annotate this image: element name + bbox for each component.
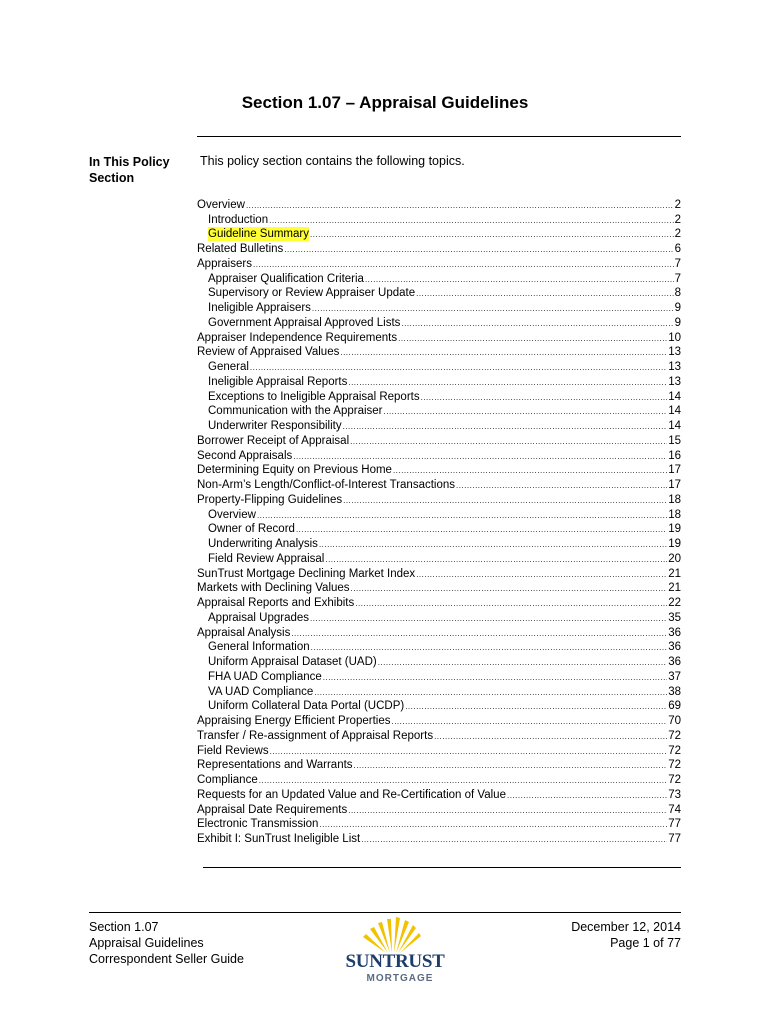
toc-entry-title[interactable]: Overview — [197, 198, 245, 211]
toc-entry-page[interactable]: 2 — [674, 213, 681, 226]
toc-dot-leader — [310, 613, 667, 625]
toc-entry-page[interactable]: 70 — [668, 715, 681, 727]
toc-entry[interactable] — [197, 551, 681, 566]
toc-entry[interactable] — [197, 728, 681, 743]
toc-entry-title[interactable]: Appraisal Date Requirements — [197, 803, 348, 816]
toc-dot-leader — [293, 451, 667, 463]
toc-dot-leader — [319, 819, 667, 831]
toc-entry[interactable] — [197, 330, 681, 345]
toc-entry[interactable] — [197, 713, 681, 728]
toc-entry-title[interactable]: FHA UAD Compliance — [208, 670, 322, 683]
toc-entry[interactable] — [197, 315, 681, 330]
toc-dot-leader — [250, 362, 667, 374]
toc-dot-leader — [325, 554, 667, 566]
toc-entry[interactable] — [197, 817, 681, 832]
toc-dot-leader — [291, 628, 667, 640]
toc-dot-leader — [310, 229, 674, 241]
toc-entry-page[interactable]: 77 — [668, 818, 681, 831]
toc-dot-leader — [434, 731, 667, 743]
footer-date: December 12, 2014 — [571, 920, 681, 934]
toc-entry-page[interactable]: 2 — [674, 228, 681, 241]
toc-entry-page[interactable]: 17 — [668, 464, 681, 477]
toc-dot-leader — [416, 288, 673, 300]
toc-dot-leader — [354, 760, 668, 772]
toc-entry-title[interactable]: Field Review Appraisal — [208, 552, 325, 565]
toc-list — [197, 197, 681, 846]
toc-entry-title[interactable]: Property-Flipping Guidelines — [197, 493, 343, 506]
toc-entry-title[interactable]: Markets with Declining Values — [197, 582, 350, 595]
footer-page-number: Page 1 of 77 — [610, 936, 681, 950]
toc-entry-page[interactable]: 37 — [668, 670, 681, 683]
toc-entry-page[interactable]: 19 — [668, 538, 681, 550]
toc-entry[interactable] — [197, 802, 681, 817]
toc-entry-title[interactable]: Uniform Appraisal Dataset (UAD) — [208, 656, 377, 668]
toc-entry[interactable] — [197, 625, 681, 640]
toc-entry-title[interactable]: General — [208, 361, 249, 373]
toc-entry-title[interactable]: Related Bulletins — [197, 243, 284, 255]
toc-dot-leader — [259, 775, 667, 787]
toc-dot-leader — [296, 524, 667, 536]
toc-entry-page[interactable]: 36 — [668, 641, 681, 654]
toc-entry-title[interactable]: Appraisers — [197, 257, 252, 270]
toc-entry-page[interactable]: 14 — [668, 405, 681, 418]
toc-entry[interactable] — [197, 300, 681, 315]
toc-entry-page[interactable]: 17 — [668, 479, 681, 491]
toc-entry[interactable] — [197, 477, 681, 492]
toc-entry-page[interactable]: 22 — [668, 597, 681, 609]
toc-entry[interactable] — [197, 787, 681, 802]
toc-entry-page[interactable]: 72 — [668, 759, 681, 772]
toc-dot-leader — [378, 657, 667, 669]
toc-entry[interactable] — [197, 595, 681, 610]
toc-entry-title[interactable]: Overview — [208, 508, 256, 521]
toc-dot-leader — [284, 244, 673, 256]
toc-entry[interactable] — [197, 743, 681, 758]
toc-entry-title[interactable]: Underwriter Responsibility — [208, 420, 342, 432]
toc-entry-page[interactable]: 7 — [674, 257, 681, 270]
toc-entry-page[interactable]: 72 — [668, 729, 681, 742]
footer-guide-name: Correspondent Seller Guide — [89, 952, 244, 966]
toc-entry-title[interactable]: Underwriting Analysis — [208, 538, 318, 550]
toc-entry-title[interactable]: VA UAD Compliance — [208, 685, 314, 698]
toc-entry[interactable] — [197, 831, 681, 846]
toc-entry-title[interactable]: Transfer / Re-assignment of Appraisal Reports — [197, 729, 434, 742]
footer-right — [571, 919, 681, 951]
toc-entry-title[interactable]: Appraisal Analysis — [197, 626, 291, 639]
toc-entry-title[interactable]: Appraisal Upgrades — [208, 611, 310, 624]
toc-entry-title[interactable]: Owner of Record — [208, 523, 295, 536]
toc-entry-title[interactable]: Guideline Summary — [208, 228, 309, 241]
toc-entry-page[interactable]: 13 — [668, 361, 681, 373]
toc-entry-title[interactable]: Ineligible Appraisers — [208, 302, 311, 314]
toc-dot-leader — [365, 274, 674, 286]
title-divider — [197, 136, 681, 137]
toc-entry-title[interactable]: Borrower Receipt of Appraisal — [197, 434, 350, 447]
toc-entry-page[interactable]: 2 — [674, 198, 681, 211]
toc-dot-leader — [343, 495, 667, 507]
toc-dot-leader — [384, 406, 668, 418]
logo-subtitle: MORTGAGE — [366, 973, 434, 984]
toc-entry-title[interactable]: Ineligible Appraisal Reports — [208, 375, 348, 388]
toc-entry-page[interactable]: 13 — [668, 346, 681, 359]
toc-entry-page[interactable]: 14 — [668, 390, 681, 403]
toc-dot-leader — [507, 790, 667, 802]
toc-entry-title[interactable]: Determining Equity on Previous Home — [197, 464, 392, 477]
toc-entry-page[interactable]: 21 — [668, 582, 681, 595]
toc-entry-title[interactable]: Electronic Transmission — [197, 818, 319, 831]
toc-entry-title[interactable]: Introduction — [208, 213, 269, 226]
toc-entry-title[interactable]: Requests for an Updated Value and Re-Certification of Value — [197, 788, 506, 801]
toc-entry[interactable] — [197, 581, 681, 596]
intro-text: This policy section contains the following topics. — [200, 154, 465, 168]
footer-section-name: Appraisal Guidelines — [89, 936, 204, 950]
footer-left — [89, 919, 244, 967]
toc-entry-page[interactable]: 72 — [668, 774, 681, 786]
toc-entry[interactable] — [197, 684, 681, 699]
toc-dot-leader — [348, 377, 667, 389]
toc-entry-title[interactable]: Compliance — [197, 774, 258, 786]
toc-dot-leader — [253, 259, 674, 271]
toc-dot-leader — [351, 583, 668, 595]
toc-dot-leader — [311, 642, 668, 654]
toc-dot-leader — [269, 215, 673, 227]
toc-entry[interactable] — [197, 418, 681, 433]
toc-dot-leader — [355, 598, 667, 610]
toc-entry-title[interactable]: Government Appraisal Approved Lists — [208, 316, 401, 329]
side-label-line2: Section — [89, 171, 135, 185]
toc-entry-page[interactable]: 19 — [668, 523, 681, 536]
toc-entry[interactable] — [197, 522, 681, 537]
toc-entry-page[interactable]: 7 — [674, 272, 681, 285]
toc-dot-leader — [421, 392, 668, 404]
toc-dot-leader — [343, 421, 668, 433]
toc-entry[interactable] — [197, 669, 681, 684]
toc-entry-page[interactable]: 20 — [668, 552, 681, 565]
toc-entry-page[interactable]: 16 — [668, 449, 681, 462]
toc-entry-title[interactable]: Exhibit I: SunTrust Ineligible List — [197, 833, 361, 845]
toc-entry-page[interactable]: 10 — [668, 331, 681, 344]
toc-entry-page[interactable]: 73 — [668, 788, 681, 801]
toc-dot-leader — [416, 569, 667, 581]
toc-entry[interactable] — [197, 699, 681, 714]
toc-entry-page[interactable]: 18 — [668, 508, 681, 521]
toc-dot-leader — [401, 318, 673, 330]
toc-entry-title[interactable]: Appraiser Qualification Criteria — [208, 272, 364, 285]
toc-entry[interactable] — [197, 610, 681, 625]
toc-dot-leader — [340, 347, 667, 359]
toc-entry-page[interactable]: 15 — [668, 434, 681, 447]
toc-entry-page[interactable]: 77 — [668, 833, 681, 845]
toc-entry-title[interactable]: Communication with the Appraiser — [208, 405, 383, 418]
toc-entry-page[interactable]: 38 — [668, 685, 681, 698]
toc-entry-page[interactable]: 36 — [668, 626, 681, 639]
toc-entry-page[interactable]: 69 — [668, 700, 681, 713]
toc-entry[interactable] — [197, 448, 681, 463]
toc-entry[interactable] — [197, 566, 681, 581]
toc-dot-leader — [323, 672, 667, 684]
toc-entry-title[interactable]: Representations and Warrants — [197, 759, 353, 772]
toc-entry[interactable] — [197, 654, 681, 669]
toc-entry-title[interactable]: General Information — [208, 641, 310, 654]
toc-entry-page[interactable]: 21 — [668, 567, 681, 580]
toc-dot-leader — [391, 716, 667, 728]
toc-entry-page[interactable]: 9 — [674, 302, 681, 314]
toc-dot-leader — [246, 200, 674, 212]
toc-entry-page[interactable]: 9 — [674, 316, 681, 329]
toc-entry-page[interactable]: 14 — [668, 420, 681, 432]
toc-entry[interactable] — [197, 197, 681, 212]
toc-entry[interactable] — [197, 389, 681, 404]
toc-dot-leader — [398, 333, 667, 345]
toc-entry-title[interactable]: Uniform Collateral Data Portal (UCDP) — [208, 700, 405, 713]
toc-dot-leader — [405, 701, 667, 713]
toc-entry-page[interactable]: 74 — [668, 803, 681, 816]
toc-entry[interactable] — [197, 772, 681, 787]
sun-rays-icon — [330, 915, 460, 955]
toc-entry[interactable] — [197, 241, 681, 256]
logo-wordmark: SUNTRUST — [345, 951, 445, 972]
toc-entry[interactable] — [197, 271, 681, 286]
toc-dot-leader — [270, 746, 668, 758]
toc-bottom-divider — [203, 867, 681, 868]
toc-entry-page[interactable]: 6 — [674, 243, 681, 255]
side-label — [89, 154, 189, 186]
toc-entry[interactable] — [197, 433, 681, 448]
toc-entry-title[interactable]: Supervisory or Review Appraiser Update — [208, 287, 416, 300]
toc-entry[interactable] — [197, 359, 681, 374]
toc-entry[interactable] — [197, 256, 681, 271]
suntrust-logo — [330, 915, 460, 987]
toc-entry[interactable] — [197, 463, 681, 478]
toc-dot-leader — [319, 539, 667, 551]
toc-entry[interactable] — [197, 758, 681, 773]
toc-entry[interactable] — [197, 286, 681, 301]
toc-entry[interactable] — [197, 345, 681, 360]
footer-divider — [89, 912, 681, 913]
toc-dot-leader — [393, 465, 667, 477]
toc-entry-title[interactable]: Appraiser Independence Requirements — [197, 331, 398, 344]
toc-entry[interactable] — [197, 212, 681, 227]
toc-entry[interactable] — [197, 374, 681, 389]
toc-entry-title[interactable]: Review of Appraised Values — [197, 346, 340, 359]
toc-dot-leader — [456, 480, 667, 492]
toc-entry-title[interactable]: Non-Arm’s Length/Conflict-of-Interest Transactions — [197, 479, 456, 491]
toc-dot-leader — [361, 834, 667, 846]
toc-entry-title[interactable]: Second Appraisals — [197, 449, 293, 462]
page-title: Section 1.07 – Appraisal Guidelines — [241, 93, 529, 112]
footer-section: Section 1.07 — [89, 920, 159, 934]
side-label-line1: In This Policy — [89, 155, 170, 169]
toc-dot-leader — [314, 687, 667, 699]
toc-entry-title[interactable]: Field Reviews — [197, 744, 269, 757]
toc-entry-title[interactable]: Exceptions to Ineligible Appraisal Reports — [208, 390, 420, 403]
toc-dot-leader — [257, 510, 667, 522]
toc-entry-page[interactable]: 36 — [668, 656, 681, 668]
toc-entry-title[interactable]: Appraisal Reports and Exhibits — [197, 597, 355, 609]
toc-entry-page[interactable]: 18 — [668, 493, 681, 506]
toc-entry-title[interactable]: SunTrust Mortgage Declining Market Index — [197, 567, 416, 580]
toc-dot-leader — [350, 436, 667, 448]
toc-entry-page[interactable]: 72 — [668, 744, 681, 757]
toc-entry[interactable] — [197, 404, 681, 419]
toc-dot-leader — [348, 805, 667, 817]
toc-entry-title[interactable]: Appraising Energy Efficient Properties — [197, 715, 391, 727]
toc-entry[interactable] — [197, 492, 681, 507]
toc-entry-page[interactable]: 13 — [668, 375, 681, 388]
toc-entry-page[interactable]: 8 — [674, 287, 681, 300]
toc-entry[interactable] — [197, 536, 681, 551]
toc-entry[interactable] — [197, 640, 681, 655]
toc-entry[interactable] — [197, 227, 681, 242]
toc-dot-leader — [312, 303, 674, 315]
toc-entry[interactable] — [197, 507, 681, 522]
toc-entry-page[interactable]: 35 — [668, 611, 681, 624]
